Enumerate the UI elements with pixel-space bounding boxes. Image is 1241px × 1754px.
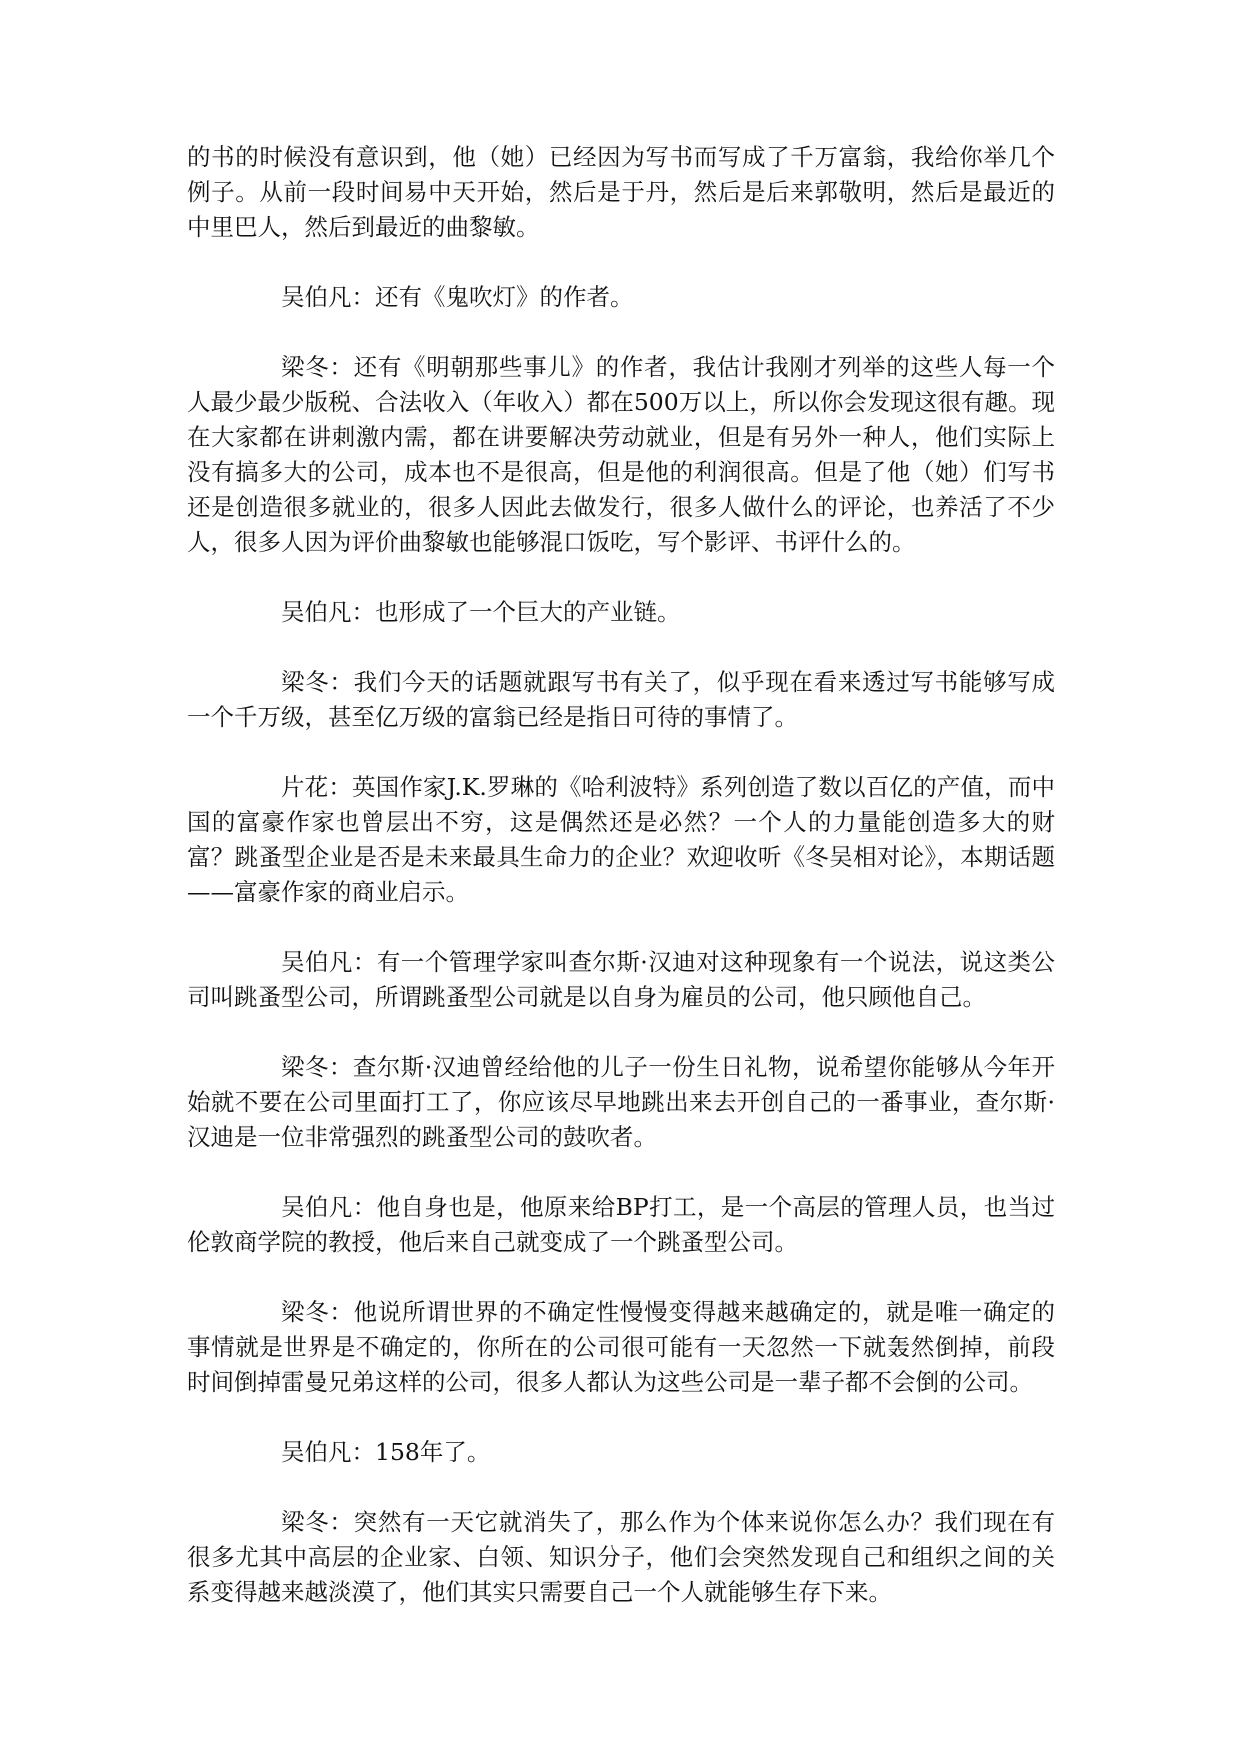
paragraph-wu-4: 吴伯凡：他自身也是，他原来给BP打工，是一个高层的管理人员，也当过伦敦商学院的教授，他后来自己就变成了一个跳蚤型公司。 — [187, 1193, 1055, 1256]
paragraph-interlude: 片花：英国作家J.K.罗琳的《哈利波特》系列创造了数以百亿的产值，而中国的富豪作家也曾层出不穷，这是偶然还是必然？一个人的力量能创造多大的财富？跳蚤型企业是否是未来最具生命力的企业？欢迎收听《冬吴相对论》，本期话题——富豪作家的商业启示。 — [187, 773, 1055, 906]
paragraph-liang-2: 梁冬：我们今天的话题就跟写书有关了，似乎现在看来透过写书能够写成一个千万级，甚至亿万级的富翁已经是指日可待的事情了。 — [187, 668, 1055, 731]
paragraph-continuation: 的书的时候没有意识到，他（她）已经因为写书而写成了千万富翁，我给你举几个例子。从前一段时间易中天开始，然后是于丹，然后是后来郭敬明，然后是最近的中里巴人，然后到最近的曲黎敏。 — [187, 143, 1055, 241]
paragraph-liang-5: 梁冬：突然有一天它就消失了，那么作为个体来说你怎么办？我们现在有很多尤其中高层的企业家、白领、知识分子，他们会突然发现自己和组织之间的关系变得越来越淡漠了，他们其实只需要自己一个人就能够生存下来。 — [187, 1508, 1055, 1606]
paragraph-liang-1: 梁冬：还有《明朝那些事儿》的作者，我估计我刚才列举的这些人每一个人最少最少版税、合法收入（年收入）都在500万以上，所以你会发现这很有趣。现在大家都在讲刺激内需，都在讲要解决劳动就业，但是有另外一种人，他们实际上没有搞多大的公司，成本也不是很高，但是他的利润很高。但是了他（她）们写书还是创造很多就业的，很多人因此去做发行，很多人做什么的评论，也养活了不少人，很多人因为评价曲黎敏也能够混口饭吃，写个影评、书评什么的。 — [187, 353, 1055, 556]
document-page — [187, 140, 1055, 1645]
paragraph-liang-4: 梁冬：他说所谓世界的不确定性慢慢变得越来越确定的，就是唯一确定的事情就是世界是不确定的，你所在的公司很可能有一天忽然一下就轰然倒掉，前段时间倒掉雷曼兄弟这样的公司，很多人都认为这些公司是一辈子都不会倒的公司。 — [187, 1298, 1055, 1396]
paragraph-wu-5: 吴伯凡：158年了。 — [281, 1438, 491, 1466]
paragraph-wu-3: 吴伯凡：有一个管理学家叫查尔斯·汉迪对这种现象有一个说法，说这类公司叫跳蚤型公司，所谓跳蚤型公司就是以自身为雇员的公司，他只顾他自己。 — [187, 948, 1055, 1011]
paragraph-wu-1: 吴伯凡：还有《鬼吹灯》的作者。 — [281, 283, 634, 311]
paragraph-wu-2: 吴伯凡：也形成了一个巨大的产业链。 — [281, 598, 681, 626]
paragraph-liang-3: 梁冬：查尔斯·汉迪曾经给他的儿子一份生日礼物，说希望你能够从今年开始就不要在公司里面打工了，你应该尽早地跳出来去开创自己的一番事业，查尔斯·汉迪是一位非常强烈的跳蚤型公司的鼓吹者。 — [187, 1053, 1055, 1151]
